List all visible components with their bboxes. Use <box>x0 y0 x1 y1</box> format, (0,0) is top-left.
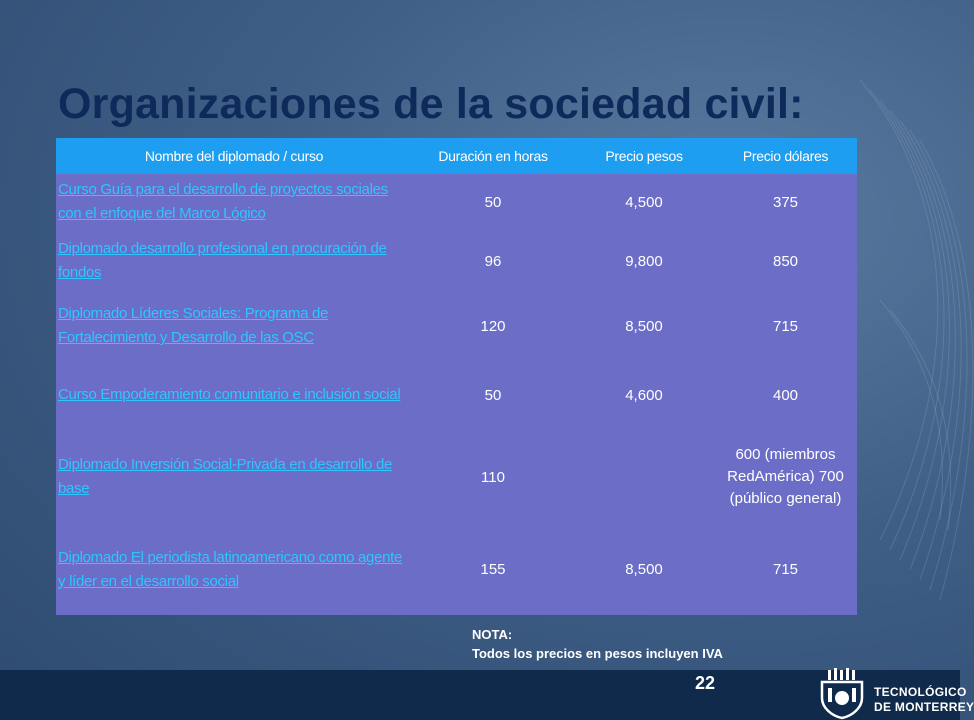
note-block <box>472 625 723 663</box>
course-link[interactable]: Diplomado desarrollo profesional en procuración de fondos <box>58 240 387 281</box>
logo-line-1: TECNOLÓGICO <box>874 685 967 699</box>
hours-cell: 155 <box>480 561 506 578</box>
table-row <box>56 524 857 615</box>
course-link[interactable]: Diplomado El periodista latinoamericano como agente y líder en el desarrollo social <box>58 548 403 590</box>
logo-line-2: DE MONTERREY <box>874 700 974 714</box>
note-text: Todos los precios en pesos incluyen IVA <box>472 646 723 661</box>
table-header-row <box>56 138 857 174</box>
header-course-name: Nombre del diplomado / curso <box>144 148 324 164</box>
table-row <box>56 430 857 524</box>
price-pesos-cell: 4,600 <box>625 386 663 404</box>
hours-cell: 120 <box>480 317 506 335</box>
table-row <box>56 360 857 430</box>
tecnologico-de-monterrey-logo <box>814 664 974 720</box>
hours-cell: 50 <box>484 386 502 404</box>
course-link[interactable]: Diplomado Inversión Social-Privada en desarrollo de base <box>58 456 393 497</box>
page-number: 22 <box>695 673 716 693</box>
note-label: NOTA: <box>472 627 513 642</box>
price-pesos-cell: 4,500 <box>625 193 663 211</box>
price-dollars-cell: 400 <box>772 386 799 404</box>
price-dollars-cell: 850 <box>772 252 799 270</box>
hours-cell: 110 <box>481 468 505 486</box>
course-link[interactable]: Diplomado Líderes Sociales: Programa de Fortalecimiento y Desarrollo de las OSC <box>58 305 329 346</box>
slide-title: Organizaciones de la sociedad civil: <box>58 80 804 128</box>
price-dollars-cell: 715 <box>772 561 799 578</box>
courses-price-table <box>56 138 857 615</box>
table-row <box>56 292 857 360</box>
table-row <box>56 174 857 230</box>
hours-cell: 50 <box>484 193 502 211</box>
price-dollars-cell: 600 (miembros RedAmérica) 700 (público general) <box>727 446 844 507</box>
price-dollars-cell: 715 <box>772 317 799 335</box>
price-pesos-cell: 8,500 <box>625 561 663 578</box>
header-price-pesos: Precio pesos <box>605 148 683 164</box>
crest-icon <box>814 664 870 720</box>
price-pesos-cell <box>574 430 714 524</box>
hours-cell: 96 <box>484 252 502 270</box>
course-link[interactable]: Curso Guía para el desarrollo de proyectos sociales con el enfoque del Marco Lógico <box>58 181 388 222</box>
header-price-dollars: Precio dólares <box>742 148 829 164</box>
price-pesos-cell: 8,500 <box>625 317 663 335</box>
header-duration-hours: Duración en horas <box>438 148 548 164</box>
price-dollars-cell: 375 <box>772 193 799 211</box>
course-link[interactable]: Curso Empoderamiento comunitario e inclusión social <box>58 386 401 403</box>
table-row <box>56 230 857 292</box>
price-pesos-cell: 9,800 <box>625 252 663 270</box>
